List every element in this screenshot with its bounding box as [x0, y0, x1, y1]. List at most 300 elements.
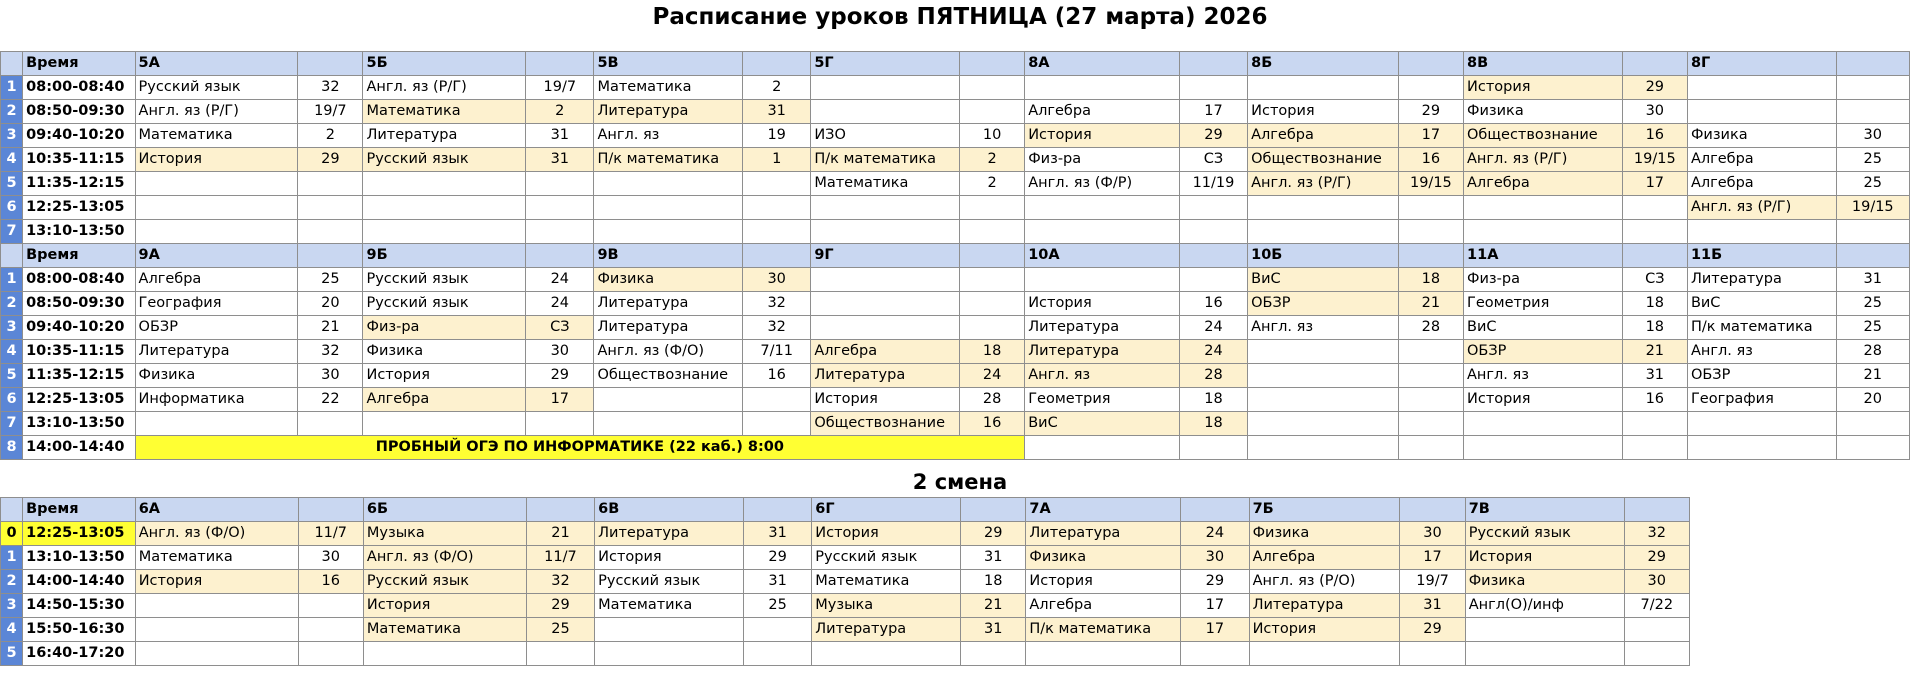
room-cell: 21 — [961, 594, 1026, 618]
subject-cell: ВиС — [1248, 268, 1399, 292]
subject-cell: Алгебра — [1687, 148, 1836, 172]
room-cell: 17 — [1622, 172, 1687, 196]
room-cell: 20 — [298, 292, 363, 316]
class-header: 11А — [1464, 244, 1623, 268]
subject-cell: Геометрия — [1464, 292, 1623, 316]
subject-cell: ОБЗР — [1464, 340, 1623, 364]
room-cell — [959, 100, 1024, 124]
room-cell — [1398, 364, 1463, 388]
subject-cell — [594, 412, 743, 436]
lesson-time: 14:00-14:40 — [23, 436, 135, 460]
room-header — [1400, 498, 1465, 522]
subject-cell: Литература — [594, 292, 743, 316]
subject-cell: П/к математика — [594, 148, 743, 172]
subject-cell: Англ. яз — [1687, 340, 1836, 364]
subject-cell — [1248, 76, 1399, 100]
subject-cell — [135, 172, 298, 196]
room-cell — [526, 172, 594, 196]
subject-cell — [811, 316, 960, 340]
class-header: 10А — [1025, 244, 1180, 268]
lesson-row — [1, 100, 1910, 124]
room-cell — [743, 220, 811, 244]
class-header: 9Г — [811, 244, 960, 268]
class-header: 7А — [1026, 498, 1181, 522]
room-cell: 28 — [1836, 340, 1909, 364]
room-cell: 31 — [1622, 364, 1687, 388]
room-cell: 32 — [743, 292, 811, 316]
class-header: 8Б — [1248, 52, 1399, 76]
empty-cell — [1248, 436, 1399, 460]
lesson-number: 0 — [1, 522, 23, 546]
room-cell — [526, 412, 594, 436]
subject-cell: Русский язык — [812, 546, 961, 570]
subject-cell: Математика — [363, 100, 526, 124]
room-cell — [526, 642, 594, 666]
room-cell: 22 — [298, 388, 363, 412]
room-header — [959, 52, 1024, 76]
subject-cell — [811, 100, 960, 124]
room-cell: 31 — [526, 124, 594, 148]
subject-cell: Физика — [1026, 546, 1181, 570]
room-cell: 21 — [1622, 340, 1687, 364]
lesson-time: 08:00-08:40 — [23, 76, 135, 100]
room-cell — [743, 388, 811, 412]
subject-cell — [363, 196, 526, 220]
subject-cell — [1025, 268, 1180, 292]
lesson-time: 13:10-13:50 — [23, 412, 135, 436]
room-header — [959, 244, 1024, 268]
subject-cell: Алгебра — [1026, 594, 1181, 618]
room-cell — [1624, 618, 1689, 642]
subject-cell: Обществознание — [594, 364, 743, 388]
room-cell: 30 — [1624, 570, 1689, 594]
room-cell — [1836, 412, 1909, 436]
room-cell: 18 — [1622, 292, 1687, 316]
subject-cell — [1248, 364, 1399, 388]
room-header — [1398, 52, 1463, 76]
shift-2-title: 2 смена — [912, 470, 1008, 494]
header-corner — [1, 52, 23, 76]
room-cell — [959, 220, 1024, 244]
subject-cell: Русский язык — [595, 570, 744, 594]
lesson-time: 12:25-13:05 — [23, 388, 135, 412]
room-cell: 31 — [1836, 268, 1909, 292]
subject-cell: Англ. яз (Ф/О) — [363, 546, 526, 570]
room-cell — [298, 642, 363, 666]
class-header: 10Б — [1248, 244, 1399, 268]
empty-cell — [1622, 436, 1687, 460]
room-cell: 16 — [1622, 388, 1687, 412]
room-cell: 25 — [743, 594, 811, 618]
room-cell: 2 — [743, 76, 811, 100]
subject-cell — [1248, 196, 1399, 220]
subject-cell: Англ(О)/инф — [1465, 594, 1624, 618]
room-cell: 19/15 — [1398, 172, 1463, 196]
subject-cell: Физика — [1464, 100, 1623, 124]
subject-cell: История — [1026, 570, 1181, 594]
lesson-time: 15:50-16:30 — [23, 618, 136, 642]
room-header — [298, 52, 363, 76]
room-cell — [1398, 196, 1463, 220]
subject-cell: Англ. яз (Р/Г) — [1464, 148, 1623, 172]
room-cell — [743, 618, 811, 642]
room-cell — [1624, 642, 1689, 666]
room-cell: 25 — [1836, 292, 1909, 316]
room-cell: 11/7 — [526, 546, 594, 570]
room-header — [743, 52, 811, 76]
room-cell: 30 — [1400, 522, 1465, 546]
room-cell: 18 — [959, 340, 1024, 364]
room-cell: 29 — [1179, 124, 1247, 148]
room-cell: 25 — [1836, 148, 1909, 172]
subject-cell — [1248, 388, 1399, 412]
subject-cell — [1465, 618, 1624, 642]
lesson-row — [1, 388, 1910, 412]
subject-cell: ОБЗР — [1248, 292, 1399, 316]
room-cell: 17 — [1179, 100, 1247, 124]
lesson-time: 11:35-12:15 — [23, 172, 135, 196]
time-column-header: Время — [23, 52, 135, 76]
class-header: 5А — [135, 52, 298, 76]
subject-cell: Литература — [812, 618, 961, 642]
room-cell — [959, 76, 1024, 100]
subject-cell: Русский язык — [135, 76, 298, 100]
header-row — [1, 244, 1910, 268]
room-header — [1836, 244, 1909, 268]
subject-cell: Математика — [135, 124, 298, 148]
room-cell: 31 — [961, 546, 1026, 570]
subject-cell: История — [1249, 618, 1400, 642]
room-cell — [1398, 388, 1463, 412]
subject-cell: История — [1025, 124, 1180, 148]
page-title: Расписание уроков ПЯТНИЦА (27 марта) 2026 — [652, 4, 1268, 30]
subject-cell: История — [363, 594, 526, 618]
room-cell: 28 — [959, 388, 1024, 412]
lesson-number: 7 — [1, 220, 23, 244]
subject-cell: Математика — [594, 76, 743, 100]
room-cell: 24 — [1181, 522, 1249, 546]
subject-cell: Литература — [1687, 268, 1836, 292]
room-cell: 16 — [1622, 124, 1687, 148]
subject-cell — [1687, 220, 1836, 244]
room-cell — [1836, 220, 1909, 244]
subject-cell — [811, 76, 960, 100]
subject-cell: Алгебра — [811, 340, 960, 364]
subject-cell — [1025, 76, 1180, 100]
lesson-number: 1 — [1, 76, 23, 100]
time-column-header: Время — [23, 244, 135, 268]
subject-cell — [594, 220, 743, 244]
room-cell: 29 — [1624, 546, 1689, 570]
schedule-table-shift-1 — [0, 51, 1910, 460]
room-cell: 31 — [743, 100, 811, 124]
room-cell — [298, 172, 363, 196]
class-header: 5Б — [363, 52, 526, 76]
room-cell: 2 — [298, 124, 363, 148]
subject-cell: Геометрия — [1025, 388, 1180, 412]
room-cell — [298, 220, 363, 244]
lesson-row — [1, 220, 1910, 244]
lesson-number: 4 — [1, 148, 23, 172]
subject-cell: Англ. яз — [594, 124, 743, 148]
empty-cell — [1398, 436, 1463, 460]
subject-cell: Алгебра — [1248, 124, 1399, 148]
room-header — [298, 244, 363, 268]
room-cell: 29 — [1400, 618, 1465, 642]
room-cell: 24 — [959, 364, 1024, 388]
subject-cell: ИЗО — [811, 124, 960, 148]
room-cell — [961, 642, 1026, 666]
room-header — [743, 244, 811, 268]
room-cell: 18 — [1179, 412, 1247, 436]
room-cell — [1179, 196, 1247, 220]
room-cell: 21 — [298, 316, 363, 340]
room-header — [526, 52, 594, 76]
lesson-time: 08:50-09:30 — [23, 100, 135, 124]
schedule-table-shift-2 — [0, 497, 1690, 666]
room-cell: 32 — [298, 76, 363, 100]
lesson-row — [1, 124, 1910, 148]
time-column-header: Время — [23, 498, 136, 522]
class-header: 6Б — [363, 498, 526, 522]
subject-cell: Музыка — [812, 594, 961, 618]
subject-cell: Математика — [363, 618, 526, 642]
subject-cell: Литература — [1249, 594, 1400, 618]
subject-cell: История — [135, 148, 298, 172]
room-header — [1836, 52, 1909, 76]
room-cell: 17 — [1181, 618, 1249, 642]
class-header: 8А — [1025, 52, 1180, 76]
empty-cell — [1836, 436, 1909, 460]
room-cell: 29 — [1622, 76, 1687, 100]
empty-cell — [1179, 436, 1247, 460]
subject-cell: Обществознание — [1464, 124, 1623, 148]
room-cell: 25 — [526, 618, 594, 642]
subject-cell — [1025, 220, 1180, 244]
room-header — [1624, 498, 1689, 522]
room-cell: 25 — [298, 268, 363, 292]
subject-cell: Математика — [595, 594, 744, 618]
subject-cell: Математика — [811, 172, 960, 196]
subject-cell: Англ. яз — [1464, 364, 1623, 388]
subject-cell: Физика — [1465, 570, 1624, 594]
lesson-row — [1, 412, 1910, 436]
room-cell — [959, 292, 1024, 316]
subject-cell: П/к математика — [811, 148, 960, 172]
subject-cell: История — [1464, 76, 1623, 100]
lesson-number: 3 — [1, 316, 23, 340]
exam-banner: ПРОБНЫЙ ОГЭ ПО ИНФОРМАТИКЕ (22 каб.) 8:00 — [135, 436, 1025, 460]
room-cell: 24 — [1179, 316, 1247, 340]
room-cell: 19/15 — [1836, 196, 1909, 220]
room-cell: СЗ — [526, 316, 594, 340]
room-cell — [743, 172, 811, 196]
lesson-time: 08:50-09:30 — [23, 292, 135, 316]
room-cell: 16 — [298, 570, 363, 594]
subject-cell — [1248, 340, 1399, 364]
subject-cell: ОБЗР — [135, 316, 298, 340]
subject-cell: Алгебра — [363, 388, 526, 412]
room-cell: 29 — [298, 148, 363, 172]
subject-cell: Литература — [594, 100, 743, 124]
subject-cell: Физика — [135, 364, 298, 388]
lesson-row — [1, 364, 1910, 388]
subject-cell: Физика — [1687, 124, 1836, 148]
lesson-time: 14:50-15:30 — [23, 594, 136, 618]
subject-cell: История — [363, 364, 526, 388]
lesson-time: 11:35-12:15 — [23, 364, 135, 388]
lesson-row — [1, 546, 1690, 570]
room-cell — [526, 220, 594, 244]
subject-cell: Музыка — [363, 522, 526, 546]
room-cell: 16 — [959, 412, 1024, 436]
class-header: 11Б — [1687, 244, 1836, 268]
subject-cell: Русский язык — [363, 570, 526, 594]
lesson-number: 6 — [1, 196, 23, 220]
subject-cell — [1687, 100, 1836, 124]
subject-cell: Математика — [135, 546, 298, 570]
class-header: 8В — [1464, 52, 1623, 76]
class-header: 9А — [135, 244, 298, 268]
subject-cell: Англ. яз — [1025, 364, 1180, 388]
header-corner — [1, 498, 23, 522]
lesson-row — [1, 196, 1910, 220]
subject-cell: Англ. яз (Р/Г) — [363, 76, 526, 100]
class-header: 6В — [595, 498, 744, 522]
class-header: 8Г — [1687, 52, 1836, 76]
lesson-row — [1, 292, 1910, 316]
lesson-number: 2 — [1, 570, 23, 594]
room-cell: 24 — [1179, 340, 1247, 364]
subject-cell — [1248, 220, 1399, 244]
room-cell: 11/19 — [1179, 172, 1247, 196]
subject-cell — [1248, 412, 1399, 436]
subject-cell: История — [595, 546, 744, 570]
subject-cell: ВиС — [1464, 316, 1623, 340]
subject-cell: Алгебра — [1687, 172, 1836, 196]
room-cell: 24 — [526, 292, 594, 316]
lesson-row — [1, 340, 1910, 364]
room-cell: 30 — [1836, 124, 1909, 148]
subject-cell: История — [1465, 546, 1624, 570]
subject-cell: ВиС — [1025, 412, 1180, 436]
subject-cell: Литература — [1025, 316, 1180, 340]
subject-cell — [1249, 642, 1400, 666]
subject-cell — [135, 196, 298, 220]
subject-cell — [135, 220, 298, 244]
lesson-number: 1 — [1, 268, 23, 292]
room-cell: 32 — [298, 340, 363, 364]
lesson-row — [1, 76, 1910, 100]
lesson-row — [1, 316, 1910, 340]
room-cell: 24 — [526, 268, 594, 292]
room-cell — [1179, 220, 1247, 244]
subject-cell: Литература — [1025, 340, 1180, 364]
room-cell: 10 — [959, 124, 1024, 148]
lesson-row — [1, 618, 1690, 642]
room-cell: 31 — [743, 522, 811, 546]
lesson-row — [1, 570, 1690, 594]
room-cell: 19 — [743, 124, 811, 148]
subject-cell — [1464, 412, 1623, 436]
room-cell: 29 — [1398, 100, 1463, 124]
room-cell: 18 — [961, 570, 1026, 594]
room-cell: 25 — [1836, 316, 1909, 340]
lesson-time: 10:35-11:15 — [23, 148, 135, 172]
room-cell: СЗ — [1622, 268, 1687, 292]
class-header: 9Б — [363, 244, 526, 268]
room-cell: 29 — [961, 522, 1026, 546]
subject-cell — [363, 642, 526, 666]
room-cell: 21 — [526, 522, 594, 546]
room-cell — [1836, 100, 1909, 124]
subject-cell — [135, 618, 298, 642]
room-cell: 30 — [298, 546, 363, 570]
subject-cell — [1687, 76, 1836, 100]
subject-cell — [812, 642, 961, 666]
subject-cell: Физика — [363, 340, 526, 364]
subject-cell — [1464, 196, 1623, 220]
room-cell — [1622, 220, 1687, 244]
lesson-row — [1, 172, 1910, 196]
lesson-number: 3 — [1, 594, 23, 618]
subject-cell: П/к математика — [1026, 618, 1181, 642]
lesson-time: 13:10-13:50 — [23, 546, 136, 570]
subject-cell: Информатика — [135, 388, 298, 412]
room-cell: 16 — [743, 364, 811, 388]
lesson-number: 5 — [1, 172, 23, 196]
subject-cell: П/к математика — [1687, 316, 1836, 340]
room-cell: 7/11 — [743, 340, 811, 364]
room-cell — [1398, 220, 1463, 244]
room-cell: 30 — [526, 340, 594, 364]
class-header: 7В — [1465, 498, 1624, 522]
subject-cell — [1025, 196, 1180, 220]
room-header — [1622, 52, 1687, 76]
room-cell: 30 — [298, 364, 363, 388]
room-cell — [298, 594, 363, 618]
lesson-row — [1, 148, 1910, 172]
room-cell: 20 — [1836, 388, 1909, 412]
room-cell: 16 — [1398, 148, 1463, 172]
subject-cell — [363, 412, 526, 436]
room-cell — [959, 316, 1024, 340]
room-cell — [1398, 76, 1463, 100]
empty-cell — [1464, 436, 1623, 460]
lesson-time: 09:40-10:20 — [23, 124, 135, 148]
lesson-number: 6 — [1, 388, 23, 412]
subject-cell: Англ. яз (Ф/Р) — [1025, 172, 1180, 196]
subject-cell — [595, 642, 744, 666]
subject-cell: Русский язык — [1465, 522, 1624, 546]
room-cell: 2 — [526, 100, 594, 124]
lesson-time: 08:00-08:40 — [23, 268, 135, 292]
lesson-time: 09:40-10:20 — [23, 316, 135, 340]
subject-cell: Литература — [1026, 522, 1181, 546]
room-cell: 30 — [1181, 546, 1249, 570]
room-cell: 19/7 — [526, 76, 594, 100]
subject-cell: Физ-ра — [1464, 268, 1623, 292]
class-header: 5В — [594, 52, 743, 76]
class-header: 6Г — [812, 498, 961, 522]
subject-cell: История — [1464, 388, 1623, 412]
subject-cell — [811, 292, 960, 316]
lesson-time: 13:10-13:50 — [23, 220, 135, 244]
room-cell: 18 — [1622, 316, 1687, 340]
subject-cell: Физика — [1249, 522, 1400, 546]
subject-cell: Математика — [812, 570, 961, 594]
room-header — [1398, 244, 1463, 268]
